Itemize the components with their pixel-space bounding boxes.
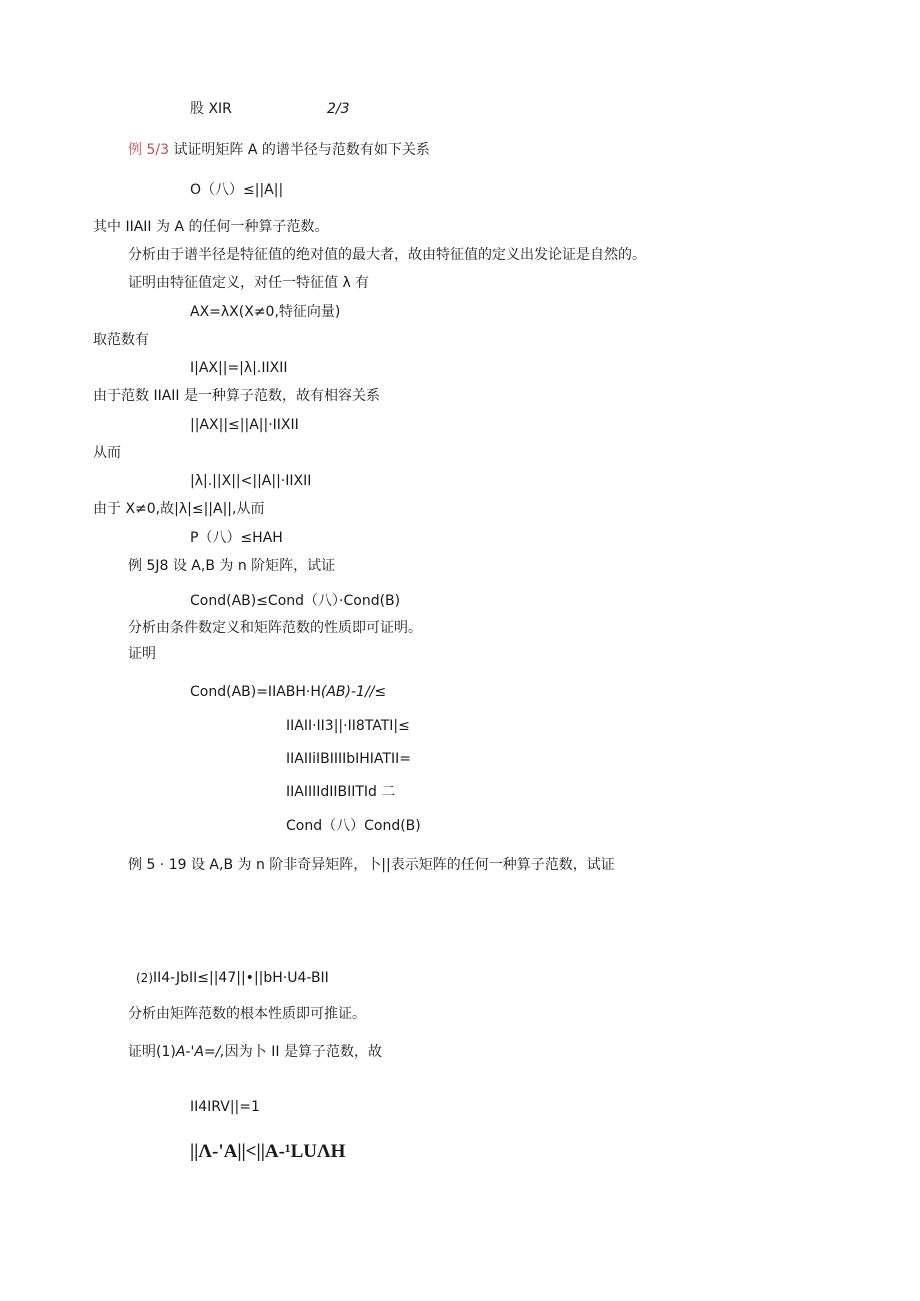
inverse-norm-inequality: ||Λ-'A||<||A-¹LUΛH: [190, 1141, 346, 1162]
proof-step-2: IIAII·II3||·II8TATI|≤: [286, 718, 410, 734]
thus-text: 从而: [93, 445, 121, 461]
page-number: 2/3: [327, 101, 350, 117]
item-2-formula: II4-JbII≤||47||•||bH·U4-BII: [153, 970, 329, 986]
eigen-equation: AX=λX(X≠0,特征向量): [190, 304, 341, 320]
proof-part-1: [128, 1044, 382, 1061]
spectral-radius-inequality: O（八）≤||A||: [190, 182, 284, 198]
compatibility-inequality: ||AX||≤||A||·IIXII: [190, 417, 299, 433]
page-header-left: 股 XIR: [190, 101, 232, 117]
item-2-inequality: [136, 970, 329, 987]
analysis-paragraph-3: 分析由矩阵范数的根本性质即可推证。: [128, 1006, 366, 1022]
item-2-label: (2): [136, 971, 153, 985]
proof-step-5: Cond（八）Cond(B): [286, 818, 421, 834]
proof-step-3: IIAIIiIBIIIIbIHIATII=: [286, 751, 411, 767]
example-5-19-statement: 例 5 · 19 设 A,B 为 n 阶非奇异矩阵，卜||表示矩阵的任何一种算子范数，试证: [128, 857, 615, 873]
proof-step-1: [190, 684, 386, 701]
analysis-paragraph-2: 分析由条件数定义和矩阵范数的性质即可证明。: [128, 620, 422, 636]
proof-step-1-a: Cond(AB)=IIABH·H: [190, 684, 321, 700]
example-5-3-heading: [128, 142, 430, 159]
analysis-paragraph: 分析由于谱半径是特征值的绝对值的最大者，故由特征值的定义出发论证是自然的。: [128, 247, 646, 263]
final-inequality: P（八）≤HAH: [190, 530, 283, 546]
proof-step-4: IIAIIIIdIIBIITId 二: [286, 784, 396, 800]
condition-number-inequality: Cond(AB)≤Cond（八）·Cond(B): [190, 593, 401, 609]
conclusion-text: 由于 X≠0,故|λ|≤||A||,从而: [93, 501, 265, 517]
example-statement: 试证明矩阵 A 的谱半径与范数有如下关系: [173, 142, 430, 158]
proof-part-1-reason: 因为卜 II 是算子范数，故: [224, 1044, 382, 1060]
example-5-18-statement: 例 5J8 设 A,B 为 n 阶矩阵，试证: [128, 558, 336, 574]
proof-label: 证明: [128, 646, 156, 662]
operator-norm-note: 其中 IIAII 为 A 的任何一种算子范数。: [93, 219, 329, 235]
identity-norm-equation: II4IRV||=1: [190, 1099, 260, 1115]
proof-step-1-b: (AB)-1//≤: [320, 684, 387, 700]
compatibility-text: 由于范数 IIAII 是一种算子范数，故有相容关系: [93, 388, 380, 404]
take-norm-text: 取范数有: [93, 332, 149, 348]
proof-part-1-identity: A-'A=/,: [175, 1044, 225, 1060]
eigenvalue-inequality: |λ|.||X||<||A||·IIXII: [190, 473, 312, 489]
proof-part-1-label: 证明(1): [128, 1044, 176, 1060]
proof-intro: 证明由特征值定义，对任一特征值 λ 有: [128, 275, 370, 291]
norm-equation: I|AX||=|λ|.IIXII: [190, 360, 288, 376]
example-label: 例 5/3: [128, 142, 169, 158]
